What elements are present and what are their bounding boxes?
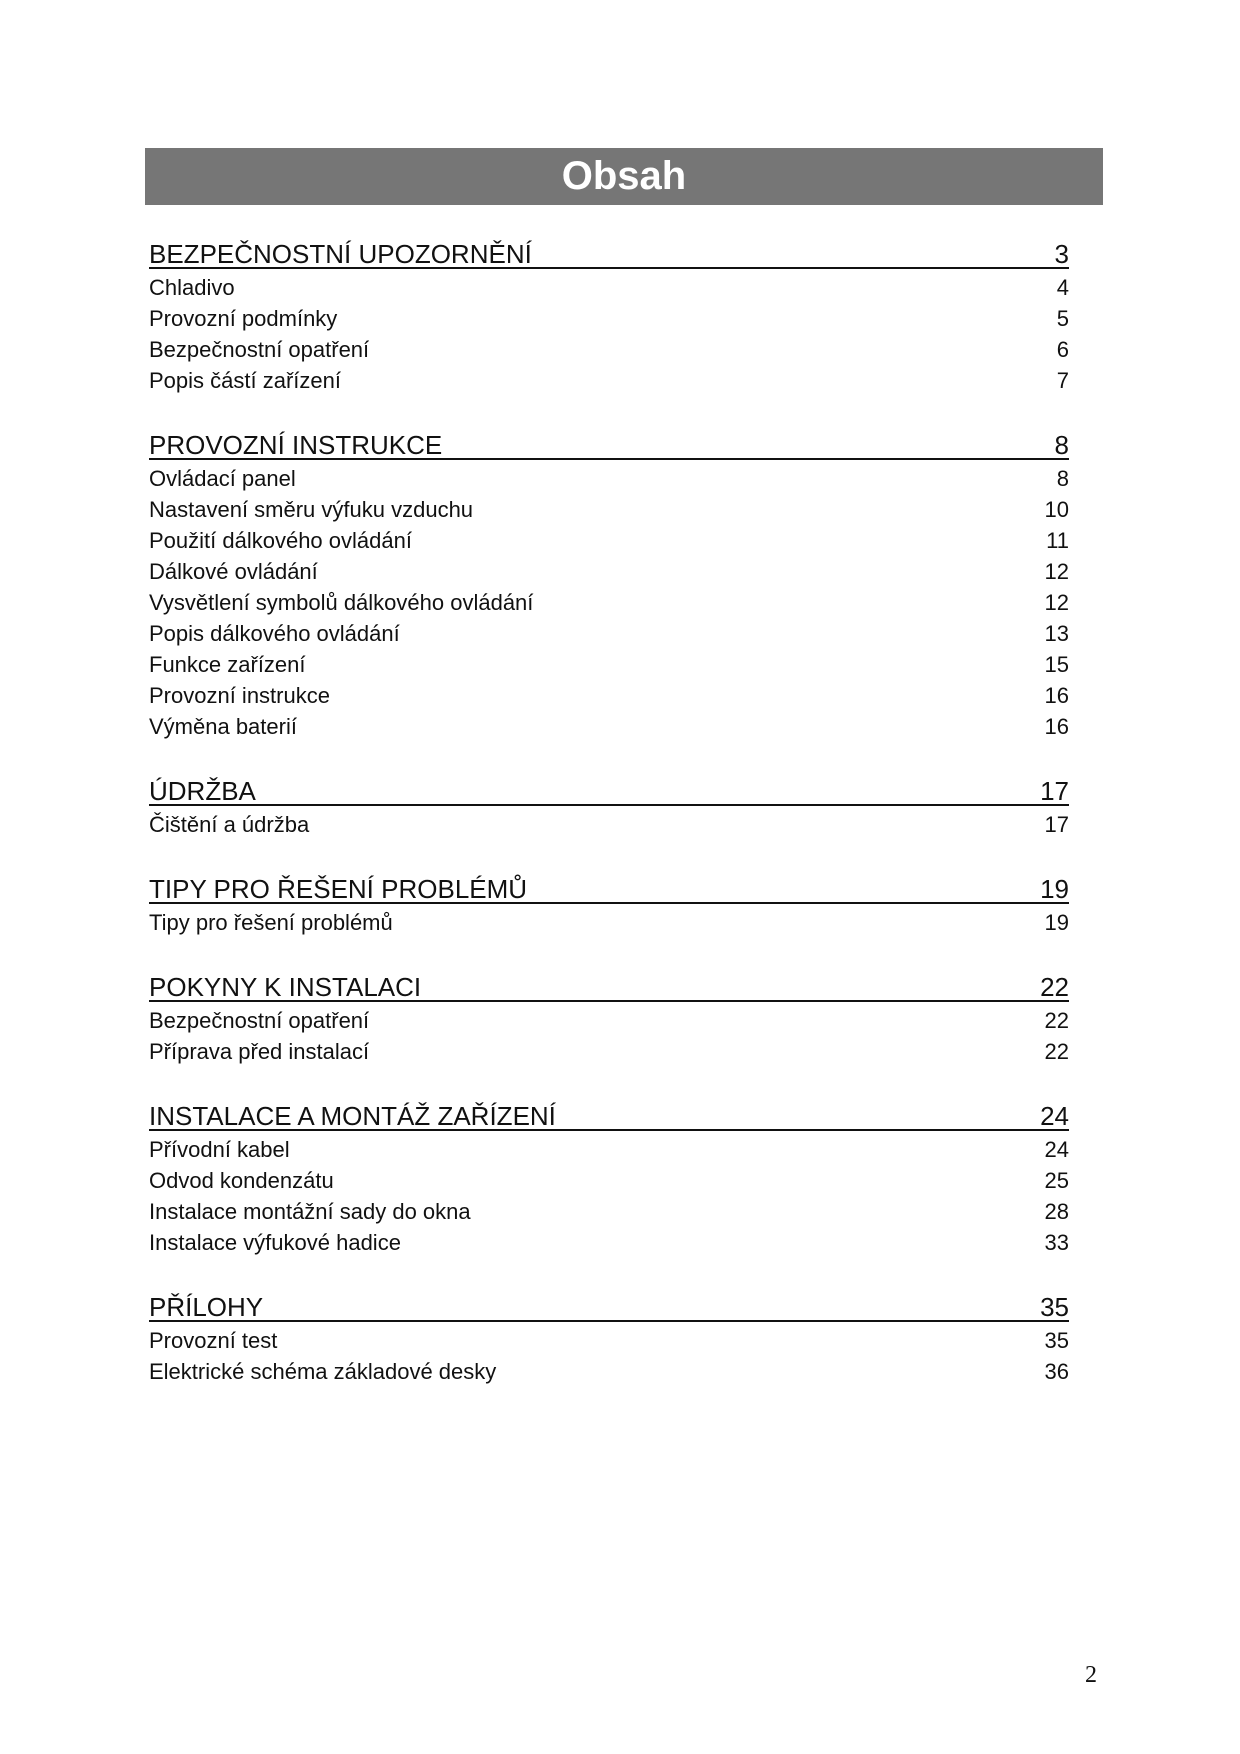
toc-entry[interactable] (149, 556, 1069, 587)
section-page: 35 (1040, 1292, 1069, 1322)
toc-entry[interactable] (149, 1196, 1069, 1227)
toc-title-bar (145, 148, 1103, 205)
entry-title: Vysvětlení symbolů dálkového ovládání (149, 590, 534, 615)
toc-entry[interactable] (149, 463, 1069, 494)
entry-title: Provozní podmínky (149, 306, 338, 331)
entry-page: 24 (1044, 1137, 1069, 1162)
entry-title: Provozní instrukce (149, 683, 330, 708)
entry-title: Popis dálkového ovládání (149, 621, 400, 646)
entry-page: 12 (1044, 559, 1069, 584)
toc-entry[interactable] (149, 907, 1069, 938)
entry-title: Instalace výfukové hadice (149, 1230, 401, 1255)
entry-page: 17 (1044, 812, 1069, 837)
entry-page: 8 (1056, 466, 1069, 491)
section-title: PŘÍLOHY (149, 1292, 264, 1322)
toc-entry[interactable] (149, 303, 1069, 334)
toc-entry[interactable] (149, 680, 1069, 711)
section-title: POKYNY K INSTALACI (149, 972, 422, 1002)
toc-section-heading[interactable] (149, 870, 1069, 904)
section-page: 8 (1054, 430, 1069, 460)
entry-page: 16 (1044, 714, 1069, 739)
entry-title: Dálkové ovládání (149, 559, 318, 584)
toc-section (149, 772, 1069, 840)
entry-page: 10 (1044, 497, 1069, 522)
toc-entry[interactable] (149, 1227, 1069, 1258)
toc-entry[interactable] (149, 1325, 1069, 1356)
entry-title: Ovládací panel (149, 466, 296, 491)
entry-title: Chladivo (149, 275, 235, 300)
section-page: 17 (1040, 776, 1069, 806)
entry-title: Instalace montážní sady do okna (149, 1199, 471, 1224)
toc-entry[interactable] (149, 809, 1069, 840)
page-title: Obsah (561, 154, 687, 198)
toc-entry[interactable] (149, 365, 1069, 396)
entry-title: Použití dálkového ovládání (149, 528, 412, 553)
toc-entry[interactable] (149, 1005, 1069, 1036)
entry-title: Čištění a údržba (149, 812, 310, 837)
toc-entry[interactable] (149, 587, 1069, 618)
toc-section-heading[interactable] (149, 968, 1069, 1002)
section-title: PROVOZNÍ INSTRUKCE (149, 430, 443, 460)
toc-entry[interactable] (149, 618, 1069, 649)
entry-page: 28 (1044, 1199, 1069, 1224)
toc-section (149, 1288, 1069, 1387)
entry-title: Nastavení směru výfuku vzduchu (149, 497, 474, 522)
toc-entry[interactable] (149, 272, 1069, 303)
entry-title: Provozní test (149, 1328, 278, 1353)
toc-section-heading[interactable] (149, 1097, 1069, 1131)
entry-title: Výměna baterií (149, 714, 297, 739)
entry-page: 19 (1044, 910, 1069, 935)
toc-section (149, 1097, 1069, 1258)
toc-entry[interactable] (149, 334, 1069, 365)
entry-page: 22 (1044, 1008, 1069, 1033)
toc-entry[interactable] (149, 525, 1069, 556)
entry-title: Příprava před instalací (149, 1039, 370, 1064)
toc-section-heading[interactable] (149, 426, 1069, 460)
page-number: 2 (1085, 1662, 1097, 1688)
entry-title: Tipy pro řešení problémů (149, 910, 393, 935)
toc-entry[interactable] (149, 1165, 1069, 1196)
toc-section (149, 870, 1069, 938)
table-of-contents (149, 235, 1069, 1417)
entry-page: 6 (1056, 337, 1069, 362)
toc-section (149, 968, 1069, 1067)
entry-title: Bezpečnostní opatření (149, 337, 370, 362)
toc-section (149, 235, 1069, 396)
section-page: 22 (1040, 972, 1069, 1002)
toc-entry[interactable] (149, 494, 1069, 525)
toc-section (149, 426, 1069, 742)
section-page: 19 (1040, 874, 1069, 904)
toc-entry[interactable] (149, 1036, 1069, 1067)
section-title: INSTALACE A MONTÁŽ ZAŘÍZENÍ (149, 1101, 556, 1131)
entry-page: 4 (1056, 275, 1069, 300)
entry-page: 33 (1044, 1230, 1069, 1255)
toc-section-heading[interactable] (149, 235, 1069, 269)
toc-entry[interactable] (149, 649, 1069, 680)
toc-entry[interactable] (149, 711, 1069, 742)
entry-title: Přívodní kabel (149, 1137, 290, 1162)
entry-title: Elektrické schéma základové desky (149, 1359, 497, 1384)
entry-page: 7 (1056, 368, 1069, 393)
toc-entry[interactable] (149, 1356, 1069, 1387)
section-page: 3 (1054, 239, 1069, 269)
toc-entry[interactable] (149, 1134, 1069, 1165)
entry-page: 13 (1044, 621, 1069, 646)
section-title: ÚDRŽBA (149, 776, 256, 806)
entry-page: 16 (1044, 683, 1069, 708)
entry-page: 12 (1044, 590, 1069, 615)
section-page: 24 (1040, 1101, 1069, 1131)
entry-title: Funkce zařízení (149, 652, 306, 677)
entry-title: Odvod kondenzátu (149, 1168, 334, 1193)
entry-page: 35 (1044, 1328, 1069, 1353)
entry-page: 25 (1044, 1168, 1069, 1193)
entry-page: 22 (1044, 1039, 1069, 1064)
entry-page: 5 (1056, 306, 1069, 331)
entry-page: 36 (1044, 1359, 1069, 1384)
toc-section-heading[interactable] (149, 772, 1069, 806)
entry-page: 11 (1046, 528, 1069, 553)
entry-title: Popis částí zařízení (149, 368, 341, 393)
section-title: BEZPEČNOSTNÍ UPOZORNĚNÍ (149, 239, 532, 269)
entry-page: 15 (1044, 652, 1069, 677)
entry-title: Bezpečnostní opatření (149, 1008, 370, 1033)
section-title: TIPY PRO ŘEŠENÍ PROBLÉMŮ (149, 874, 528, 904)
toc-section-heading[interactable] (149, 1288, 1069, 1322)
